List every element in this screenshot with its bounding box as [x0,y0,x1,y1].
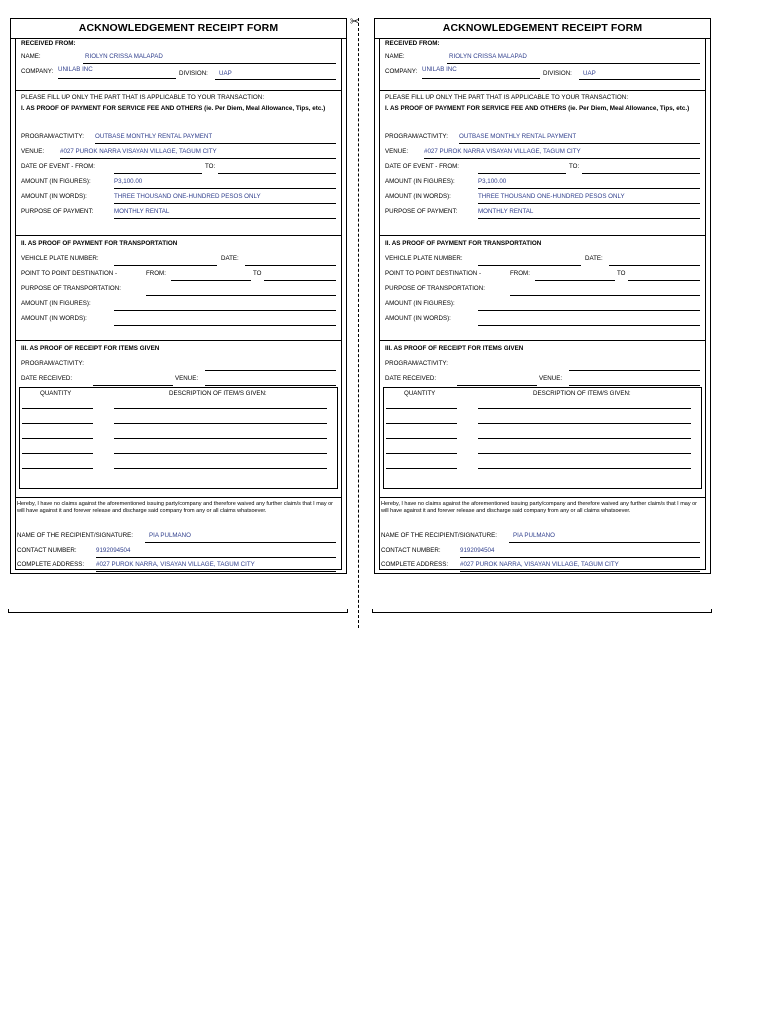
recipient-value[interactable]: PIA PULMANO [513,532,555,539]
amount-figures-value[interactable]: P3,100.00 [114,178,143,185]
program-line[interactable] [205,370,336,371]
contact-label: CONTACT NUMBER: [17,547,77,554]
to-line[interactable] [628,280,700,281]
venue-value[interactable]: #027 PUROK NARRA VISAYAN VILLAGE, TAGUM CITY [60,148,217,155]
date-of-event-label: DATE OF EVENT - FROM: [21,163,96,170]
quantity-line[interactable] [386,438,457,439]
section1-header: I. AS PROOF OF PAYMENT FOR SERVICE FEE AND OTHERS (ie. Per Diem, Meal Allowance, Tips, etc.) [21,105,326,112]
items-table [383,387,702,489]
name-line [447,63,700,64]
division-value[interactable]: UAP [583,70,596,77]
date-received-line[interactable] [457,385,537,386]
address-value[interactable]: #027 PUROK NARRA, VISAYAN VILLAGE, TAGUM CITY [460,561,619,568]
description-line[interactable] [114,423,327,424]
declaration-section [16,498,341,572]
p2p-label: POINT TO POINT DESTINATION - [21,270,118,277]
to-label: TO [253,270,262,277]
items-table [19,387,338,489]
scissors-icon: ✂ [350,15,360,28]
date-from-line[interactable] [114,173,202,174]
description-line[interactable] [114,453,327,454]
cut-tick [347,609,348,613]
division-label: DIVISION: [179,70,208,77]
instruction-text: PLEASE FILL UP ONLY THE PART THAT IS APPLICABLE TO YOUR TRANSACTION: [385,94,629,101]
cut-line-left [8,612,348,613]
address-label: COMPLETE ADDRESS: [381,561,449,568]
page-title: ACKNOWLEDGEMENT RECEIPT FORM [375,19,710,39]
instruction-text: PLEASE FILL UP ONLY THE PART THAT IS APPLICABLE TO YOUR TRANSACTION: [21,94,265,101]
recipient-line [145,542,336,543]
program-label: PROGRAM/ACTIVITY: [21,133,84,140]
date-received-label: DATE RECEIVED: [385,375,437,382]
program-label: PROGRAM/ACTIVITY: [385,360,448,367]
amount-words-line [478,203,700,204]
company-line [58,78,176,79]
quantity-line[interactable] [22,438,93,439]
from-line[interactable] [171,280,251,281]
address-line [96,571,336,572]
description-line[interactable] [114,468,327,469]
purpose-label: PURPOSE OF PAYMENT: [385,208,458,215]
program-value[interactable]: OUTBASE MONTHLY RENTAL PAYMENT [459,133,577,140]
description-header: DESCRIPTION OF ITEM/S GIVEN: [169,390,267,397]
description-line[interactable] [478,468,691,469]
transportation-section [380,236,705,341]
quantity-line[interactable] [22,453,93,454]
from-line[interactable] [535,280,615,281]
amount-figures-line [114,188,336,189]
cut-tick [372,609,373,613]
to-line[interactable] [264,280,336,281]
purpose-transport-line[interactable] [146,295,336,296]
quantity-header: QUANTITY [40,390,72,397]
name-label: NAME: [385,53,405,60]
amount-figures-label: AMOUNT (IN FIGURES): [385,300,455,307]
amount-figures-line[interactable] [114,310,336,311]
venue-line[interactable] [569,385,700,386]
plate-label: VEHICLE PLATE NUMBER: [21,255,99,262]
declaration-section [380,498,705,572]
receipt-form-right [374,18,711,574]
purpose-value[interactable]: MONTHLY RENTAL [114,208,170,215]
page-title: ACKNOWLEDGEMENT RECEIPT FORM [11,19,346,39]
program-line [459,143,700,144]
name-value[interactable]: RIOLYN CRISSA MALAPAD [85,53,163,60]
venue-line [424,158,700,159]
purpose-transport-label: PURPOSE OF TRANSPORTATION: [21,285,121,292]
contact-line [96,557,336,558]
recipient-value[interactable]: PIA PULMANO [149,532,191,539]
purpose-value[interactable]: MONTHLY RENTAL [478,208,534,215]
contact-label: CONTACT NUMBER: [381,547,441,554]
date-label: DATE: [585,255,603,262]
service-fee-section [380,91,705,236]
items-given-section [16,341,341,498]
received-from-section [380,38,705,91]
section1-header: I. AS PROOF OF PAYMENT FOR SERVICE FEE AND OTHERS (ie. Per Diem, Meal Allowance, Tips, etc.) [385,105,690,112]
purpose-transport-label: PURPOSE OF TRANSPORTATION: [385,285,485,292]
quantity-line[interactable] [386,468,457,469]
amount-words-value[interactable]: THREE THOUSAND ONE-HUNDRED PESOS ONLY [478,193,625,200]
program-value[interactable]: OUTBASE MONTHLY RENTAL PAYMENT [95,133,213,140]
vertical-cut-line [358,18,359,628]
venue-label: VENUE: [539,375,563,382]
company-value[interactable]: UNILAB INC [422,66,457,73]
received-from-section [16,38,341,91]
date-line[interactable] [245,265,336,266]
amount-figures-value[interactable]: P3,100.00 [478,178,507,185]
description-line[interactable] [478,423,691,424]
purpose-label: PURPOSE OF PAYMENT: [21,208,94,215]
recipient-label: NAME OF THE RECIPIENT/SIGNATURE: [17,532,133,539]
amount-words-label: AMOUNT (IN WORDS): [21,315,87,322]
quantity-line[interactable] [386,423,457,424]
plate-label: VEHICLE PLATE NUMBER: [385,255,463,262]
amount-words-line[interactable] [114,325,336,326]
amount-words-label: AMOUNT (IN WORDS): [385,193,451,200]
venue-label: VENUE: [175,375,199,382]
amount-words-value[interactable]: THREE THOUSAND ONE-HUNDRED PESOS ONLY [114,193,261,200]
amount-words-line [114,203,336,204]
venue-label: VENUE: [21,148,45,155]
contact-value[interactable]: 9192094504 [96,547,131,554]
division-line [215,79,336,80]
program-label: PROGRAM/ACTIVITY: [21,360,84,367]
division-line [579,79,700,80]
amount-figures-line[interactable] [478,310,700,311]
date-received-label: DATE RECEIVED: [21,375,73,382]
description-header: DESCRIPTION OF ITEM/S GIVEN: [533,390,631,397]
company-label: COMPANY: [385,68,418,75]
address-value[interactable]: #027 PUROK NARRA, VISAYAN VILLAGE, TAGUM CITY [96,561,255,568]
date-line[interactable] [609,265,700,266]
section3-header: III. AS PROOF OF RECEIPT FOR ITEMS GIVEN [21,345,160,352]
quantity-line[interactable] [386,453,457,454]
received-from-header: RECEIVED FROM: [385,40,440,47]
section2-header: II. AS PROOF OF PAYMENT FOR TRANSPORTATION [385,240,542,247]
cut-tick [711,609,712,613]
received-from-header: RECEIVED FROM: [21,40,76,47]
quantity-line[interactable] [22,423,93,424]
date-to-label: TO: [205,163,216,170]
quantity-line[interactable] [22,408,93,409]
cut-tick [8,609,9,613]
section3-header: III. AS PROOF OF RECEIPT FOR ITEMS GIVEN [385,345,524,352]
amount-figures-line [478,188,700,189]
recipient-label: NAME OF THE RECIPIENT/SIGNATURE: [381,532,497,539]
venue-value[interactable]: #027 PUROK NARRA VISAYAN VILLAGE, TAGUM CITY [424,148,581,155]
description-line[interactable] [114,408,327,409]
section2-header: II. AS PROOF OF PAYMENT FOR TRANSPORTATION [21,240,178,247]
from-label: FROM: [146,270,166,277]
venue-line [60,158,336,159]
contact-value[interactable]: 9192094504 [460,547,495,554]
program-label: PROGRAM/ACTIVITY: [385,133,448,140]
description-line[interactable] [478,438,691,439]
division-value[interactable]: UAP [219,70,232,77]
date-from-line[interactable] [478,173,566,174]
address-label: COMPLETE ADDRESS: [17,561,85,568]
quantity-line[interactable] [386,408,457,409]
transportation-section [16,236,341,341]
quantity-line[interactable] [22,468,93,469]
amount-words-label: AMOUNT (IN WORDS): [385,315,451,322]
address-line [460,571,700,572]
to-label: TO [617,270,626,277]
venue-label: VENUE: [385,148,409,155]
declaration-text: Hereby, I have no claims against the aforementioned issuing party/company and therefore waived any further claim/s that I may or will have against it and forever release and discharge said company from any or all claims whatsoever. [17,501,334,514]
company-label: COMPANY: [21,68,54,75]
description-line[interactable] [114,438,327,439]
date-to-label: TO: [569,163,580,170]
amount-words-label: AMOUNT (IN WORDS): [21,193,87,200]
date-of-event-label: DATE OF EVENT - FROM: [385,163,460,170]
program-line[interactable] [569,370,700,371]
name-line [83,63,336,64]
service-fee-section [16,91,341,236]
p2p-label: POINT TO POINT DESTINATION - [385,270,482,277]
from-label: FROM: [510,270,530,277]
date-to-line[interactable] [218,173,336,174]
declaration-text: Hereby, I have no claims against the aforementioned issuing party/company and therefore waived any further claim/s that I may or will have against it and forever release and discharge said company from any or all claims whatsoever. [381,501,698,514]
description-line[interactable] [478,453,691,454]
company-value[interactable]: UNILAB INC [58,66,93,73]
cut-line-right [372,612,712,613]
plate-line[interactable] [478,265,581,266]
purpose-line [478,218,700,219]
date-label: DATE: [221,255,239,262]
purpose-transport-line[interactable] [510,295,700,296]
program-line [95,143,336,144]
amount-figures-label: AMOUNT (IN FIGURES): [21,300,91,307]
name-label: NAME: [21,53,41,60]
amount-figures-label: AMOUNT (IN FIGURES): [21,178,91,185]
name-value[interactable]: RIOLYN CRISSA MALAPAD [449,53,527,60]
recipient-line [509,542,700,543]
items-given-section [380,341,705,498]
venue-line[interactable] [205,385,336,386]
date-received-line[interactable] [93,385,173,386]
description-line[interactable] [478,408,691,409]
contact-line [460,557,700,558]
quantity-header: QUANTITY [404,390,436,397]
division-label: DIVISION: [543,70,572,77]
company-line [422,78,540,79]
plate-line[interactable] [114,265,217,266]
receipt-form-left [10,18,347,574]
amount-figures-label: AMOUNT (IN FIGURES): [385,178,455,185]
date-to-line[interactable] [582,173,700,174]
amount-words-line[interactable] [478,325,700,326]
purpose-line [114,218,336,219]
